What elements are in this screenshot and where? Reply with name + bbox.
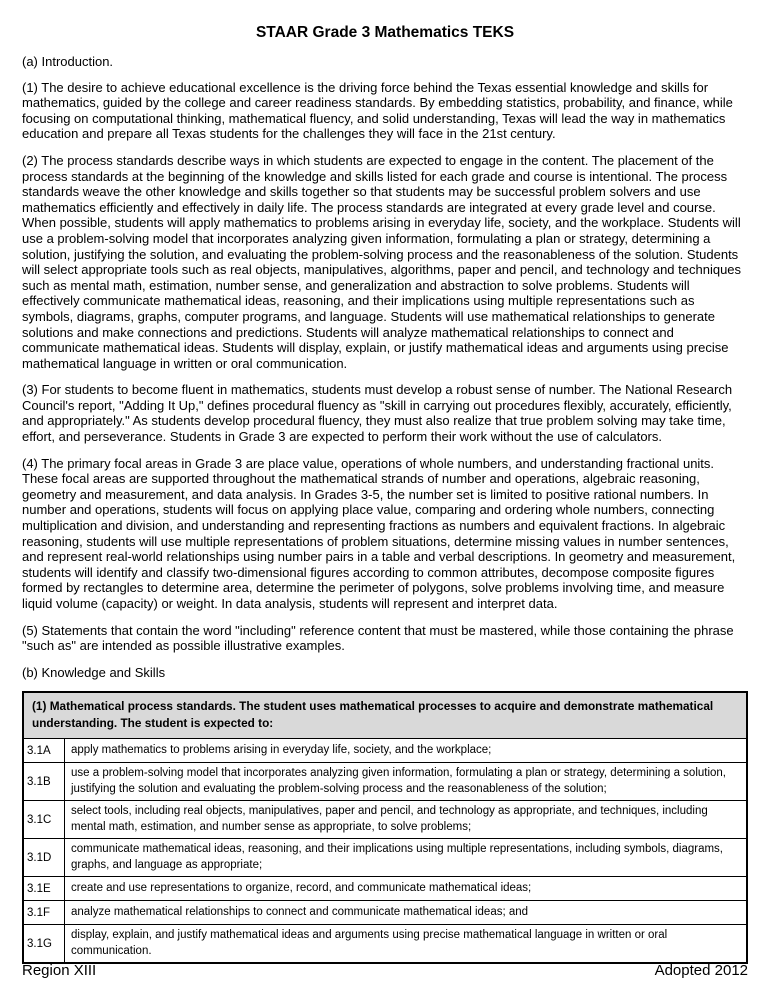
- standard-code: 3.1D: [23, 839, 65, 877]
- footer-adopted: Adopted 2012: [654, 962, 748, 979]
- standard-code: 3.1A: [23, 739, 65, 763]
- standard-code: 3.1C: [23, 801, 65, 839]
- footer-region: Region XIII: [22, 962, 97, 979]
- page-footer: [22, 962, 748, 979]
- table-header-row: [23, 692, 747, 739]
- table-header: (1) Mathematical process standards. The student uses mathematical processes to acquire and demonstrate mathematical understanding. The student is expected to:: [23, 692, 747, 739]
- table-row: [23, 739, 747, 763]
- standard-text: analyze mathematical relationships to connect and communicate mathematical ideas; and: [65, 901, 748, 925]
- paragraph-1: (1) The desire to achieve educational excellence is the driving force behind the Texas essential knowledge and skills for mathematics, guided by the college and career readiness standards. By embedding statistics, probability, and finance, while focusing on computational thinking, mathematical fluency, and solid understanding, Texas will lead the way in mathematics education and prepare all Texas students for the challenges they will face in the 21st century.: [22, 79, 733, 142]
- paragraph-5: (5) Statements that contain the word "including" reference content that must be mastered, while those containing the phrase "such as" are intended as possible illustrative examples.: [22, 622, 734, 654]
- table-row: [23, 839, 747, 877]
- page-title: STAAR Grade 3 Mathematics TEKS: [255, 24, 515, 41]
- standard-text: select tools, including real objects, manipulatives, paper and pencil, and technology as appropriate, and techniques, including mental math, estimation, and number sense as appropriate, to solve problems;: [65, 801, 748, 839]
- table-row: [23, 801, 747, 839]
- teks-table: [22, 691, 748, 964]
- standard-text: display, explain, and justify mathematical ideas and arguments using precise mathematical language in written or oral communication.: [65, 925, 748, 964]
- table-row: [23, 763, 747, 801]
- standard-code: 3.1F: [23, 901, 65, 925]
- intro-label: (a) Introduction.: [22, 54, 114, 69]
- standard-text: communicate mathematical ideas, reasoning, and their implications using multiple representations, including symbols, diagrams, graphs, and language as appropriate;: [65, 839, 748, 877]
- table-row: [23, 877, 747, 901]
- standard-code: 3.1G: [23, 925, 65, 964]
- paragraph-4: (4) The primary focal areas in Grade 3 are place value, operations of whole numbers, and understanding fractional units. These focal areas are supported throughout the mathematical strands of number and operations, algebraic reasoning, geometry and measurement, and data analysis. In Grades 3-5, the number set is limited to positive rational numbers. In number and operations, students will focus on applying place value, comparing and ordering whole numbers, connecting multiplication and division, and understanding and representing fractions as numbers and equivalent fractions. In algebraic reasoning, students will use multiple representations of problem situations, determine missing values in number sentences, and represent real-world relationships using number pairs in a table and verbal descriptions. In geometry and measurement, students will identify and classify two-dimensional figures according to common attributes, decompose composite figures formed by rectangles to determine area, determine the perimeter of polygons, solve problems involving time, and measure liquid volume (capacity) or weight. In data analysis, students will represent and interpret data.: [22, 455, 736, 611]
- table-row: [23, 925, 747, 964]
- paragraph-2: (2) The process standards describe ways in which students are expected to engage in the content. The placement of the process standards at the beginning of the knowledge and skills listed for each grade and course is intentional. The process standards weave the other knowledge and skills together so that students may be successful problem solvers and use mathematics efficiently and effectively in daily life. The process standards are integrated at every grade level and course. When possible, students will apply mathematics to problems arising in everyday life, society, and the workplace. Students will use a problem-solving model that incorporates analyzing given information, formulating a plan or strategy, determining a solution, justifying the solution, and evaluating the problem-solving process and the reasonableness of the solution. Students will select appropriate tools such as real objects, manipulatives, algorithms, paper and pencil, and technology and techniques such as mental math, estimation, number sense, and generalization and abstraction to solve problems. Students will effectively communicate mathematical ideas, reasoning, and their implications using multiple representations such as symbols, diagrams, graphs, computer programs, and language. Students will use mathematical relationships to generate solutions and make connections and predictions. Students will analyze mathematical relationships to connect and communicate mathematical ideas. Students will display, explain, or justify mathematical ideas and arguments using precise mathematical language in written or oral communication.: [22, 152, 742, 371]
- standard-text: create and use representations to organize, record, and communicate mathematical ideas;: [65, 877, 748, 901]
- table-row: [23, 901, 747, 925]
- knowledge-skills-label: (b) Knowledge and Skills: [22, 664, 166, 680]
- standard-text: apply mathematics to problems arising in everyday life, society, and the workplace;: [65, 739, 748, 763]
- document-page: [22, 24, 748, 964]
- standard-code: 3.1E: [23, 877, 65, 901]
- standard-text: use a problem-solving model that incorporates analyzing given information, formulating a plan or strategy, determining a solution, justifying the solution and evaluating the problem-solving process and the reasonableness of the solution;: [65, 763, 748, 801]
- standard-code: 3.1B: [23, 763, 65, 801]
- paragraph-3: (3) For students to become fluent in mathematics, students must develop a robust sense of number. The National Research Council's report, "Adding It Up," defines procedural fluency as "skill in carrying out procedures flexibly, accurately, efficiently, and appropriately." As students develop procedural fluency, they must also realize that true problem solving may take time, effort, and perseverance. Students in Grade 3 are expected to perform their work without the use of calculators.: [22, 382, 733, 445]
